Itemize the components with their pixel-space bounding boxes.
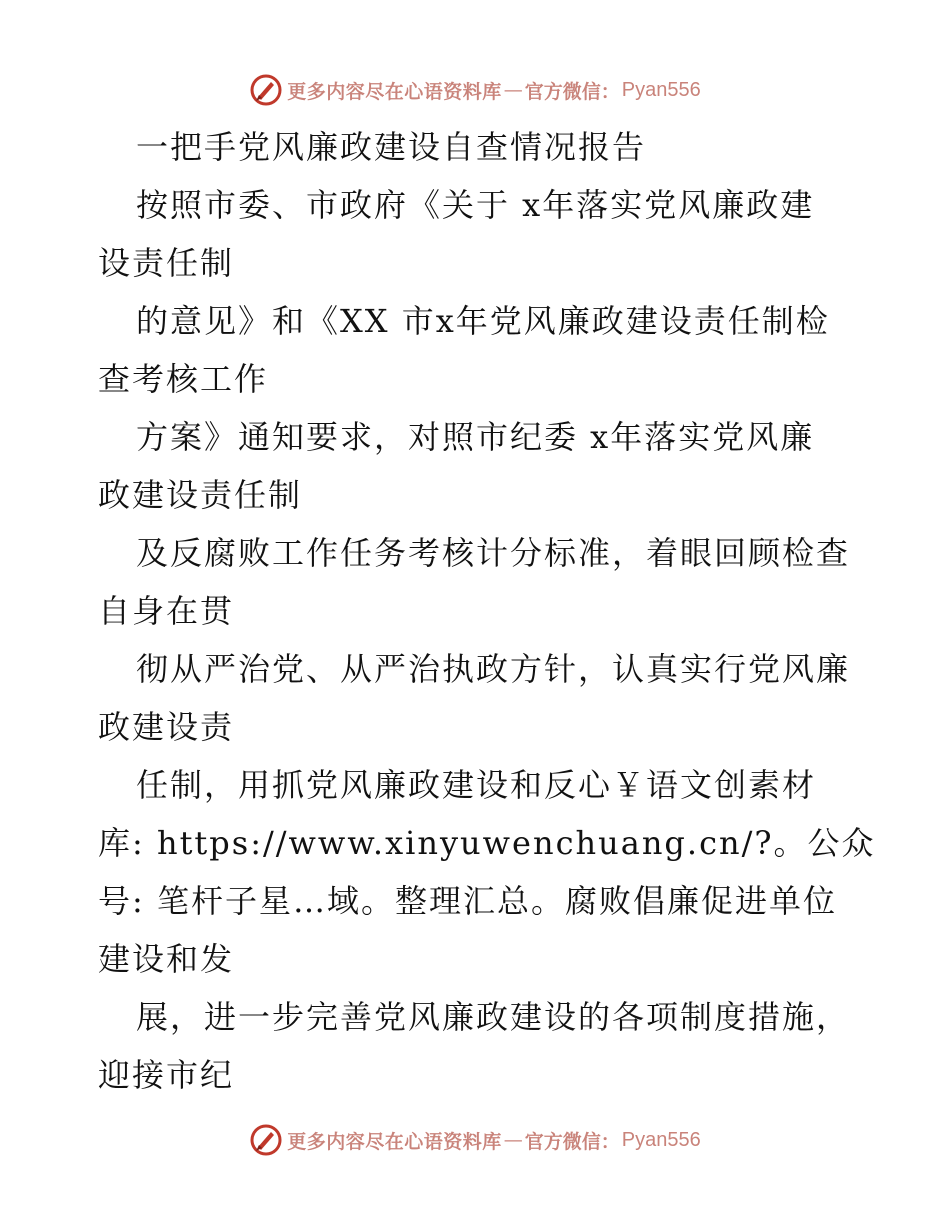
document-title: 一把手党风廉政建设自查情况报告 [136, 128, 647, 166]
text-line: 任制，用抓党风廉政建设和反心￥语文创素材 [136, 766, 817, 804]
text-line: 自身在贯 [98, 592, 235, 630]
text-line: 按照市委、市政府《关于 x年落实党风廉政建 [136, 186, 815, 224]
text-line: 设责任制 [98, 244, 235, 282]
text-line: 迎接市纪 [98, 1056, 235, 1094]
header-wechat-label: 官方微信： [524, 80, 620, 103]
footer-wechat-id: Pyan556 [621, 1128, 701, 1151]
header-separator: — [503, 79, 523, 101]
text-line: 展，进一步完善党风廉政建设的各项制度措施， [136, 998, 851, 1036]
footer-separator: — [503, 1129, 523, 1151]
header-banner [0, 72, 950, 108]
logo-icon [249, 1123, 283, 1157]
text-line: 查考核工作 [98, 360, 269, 398]
document-body [98, 118, 876, 1104]
text-line: 及反腐败工作任务考核计分标准，着眼回顾检查 [136, 534, 851, 572]
footer-wechat-label: 官方微信： [524, 1130, 620, 1153]
header-wechat-id: Pyan556 [621, 78, 701, 101]
text-line: 库: https://www.xinyuwenchuang.cn/?。公众 [98, 824, 876, 862]
text-line: 的意见》和《XX 市x年党风廉政建设责任制检 [136, 302, 830, 340]
text-line: 政建设责 [98, 708, 235, 746]
footer-banner [0, 1122, 950, 1158]
logo-icon [249, 73, 283, 107]
text-line: 政建设责任制 [98, 476, 303, 514]
header-banner-text: 更多内容尽在心语资料库 [287, 80, 502, 103]
text-line: 号: 笔杆子星…域。整理汇总。腐败倡廉促进单位 [98, 882, 837, 920]
text-line: 建设和发 [98, 940, 235, 978]
text-line: 彻从严治党、从严治执政方针，认真实行党风廉 [136, 650, 851, 688]
text-line: 方案》通知要求，对照市纪委 x年落实党风廉 [136, 418, 815, 456]
footer-banner-text: 更多内容尽在心语资料库 [287, 1130, 502, 1153]
